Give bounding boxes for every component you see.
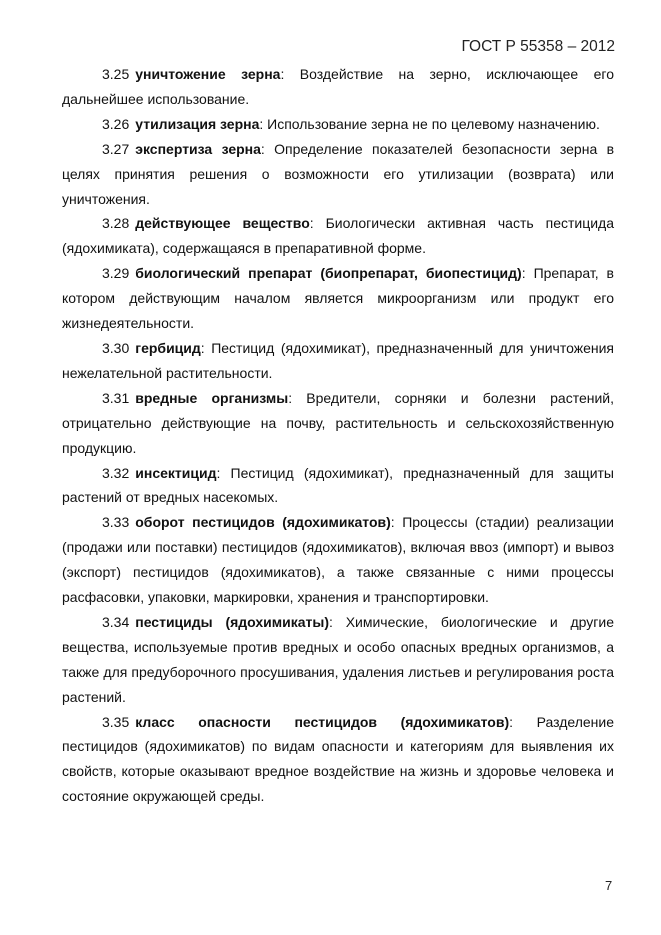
term-definition: : Пестицид (ядохимикат), предназначенный для защиты растений от вредных насекомых. [62,464,614,506]
term-3-28 [62,211,614,261]
term-name: действующее вещество [135,215,310,232]
term-3-32 [62,461,614,511]
term-number: 3.27 [102,140,130,157]
term-definition: : Биологически активная часть пестицида (ядохимиката), содержащаяся в препаративной форме. [62,215,615,257]
term-definition: : Вредители, сорняки и болезни растений, отрицательно действующие на почву, растительность и сельскохозяйственную продукцию. [62,389,615,456]
term-name: оборот пестицидов (ядохимикатов) [135,514,391,531]
term-definition: : Определение показателей безопасности зерна в целях принятия решения о возможности его утилизации (возврата) или уничтожения. [62,140,615,207]
term-3-25 [62,62,614,112]
term-definition: : Воздействие на зерно, исключающее его дальнейшее использование. [62,66,614,107]
term-name: уничтожение зерна [135,66,281,82]
term-3-33 [62,510,614,610]
term-definition: : Химические, биологические и другие вещества, используемые против вредных и особо опасных вредных организмов, а также для предуборочного просушивания, удаления листьев и регулирования роста растений. [62,613,614,705]
term-definition: : Разделение пестицидов (ядохимикатов) по видам опасности и категориям для выявления их свойств, которые оказывают вредное воздействие на жизнь и здоровье человека и состояние окружающей среды. [62,713,614,805]
term-name: биологический препарат (биопрепарат, биопестицид) [135,265,522,282]
term-number: 3.29 [102,265,130,282]
term-definition: : Препарат, в котором действующим началом является микроорганизм или продукт его жизнедеятельности. [62,265,614,332]
term-number: 3.30 [102,339,130,356]
term-3-35 [62,710,614,810]
term-number: 3.26 [102,115,130,132]
term-number: 3.34 [102,613,130,630]
term-number: 3.25 [102,66,130,82]
term-number: 3.35 [102,713,130,730]
term-definition: : Использование зерна не по целевому назначению. [259,115,600,132]
term-name: вредные организмы [135,389,289,406]
term-3-27 [62,137,614,212]
term-definition: : Пестицид (ядохимикат), предназначенный для уничтожения нежелательной растительности. [62,339,614,381]
term-name: утилизация зерна [135,115,260,132]
term-number: 3.32 [102,464,130,481]
term-name: пестициды (ядохимикаты) [135,613,329,630]
term-name: класс опасности пестицидов (ядохимикатов) [135,713,510,730]
page-number: 7 [605,878,613,893]
term-3-26 [62,112,614,137]
term-3-30 [62,336,614,386]
term-number: 3.31 [102,389,130,406]
terms-list [62,62,614,809]
term-name: гербицид [135,339,201,356]
term-name: инсектицид [135,464,217,481]
term-3-34 [62,610,614,710]
term-name: экспертиза зерна [135,140,261,157]
term-definition: : Процессы (стадии) реализации (продажи или поставки) пестицидов (ядохимикатов), включая ввоз (импорт) и вывоз (экспорт) пестицидов (ядохимикатов), а также связанные с ними процессы расфасовки, упаковки, маркировки, хранения и транспортировки. [62,514,614,606]
term-number: 3.33 [102,514,130,531]
term-number: 3.28 [102,215,130,232]
term-3-29 [62,261,614,336]
standard-designation: ГОСТ Р 55358 – 2012 [461,38,615,55]
term-3-31 [62,386,614,461]
